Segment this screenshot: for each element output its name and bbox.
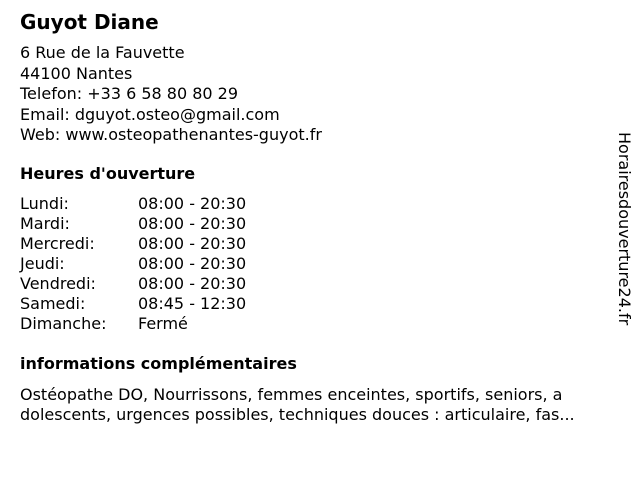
day-label: Samedi:: [20, 294, 86, 313]
day-label: Jeudi:: [20, 254, 65, 273]
day-label: Lundi:: [20, 194, 69, 213]
day-label: Dimanche:: [20, 314, 107, 333]
hours-row-mardi: [20, 214, 246, 234]
time-range: 08:00 - 20:30: [138, 274, 247, 293]
additional-info-heading: informations complémentaires: [20, 354, 297, 373]
phone-number: Telefon: +33 6 58 80 80 29: [20, 84, 239, 103]
hours-row-mercredi: [20, 234, 246, 254]
hours-row-lundi: [20, 194, 246, 214]
time-range: 08:00 - 20:30: [138, 214, 247, 233]
street-address: 6 Rue de la Fauvette: [20, 43, 185, 62]
description-line: Ostéopathe DO, Nourrissons, femmes enceintes, sportifs, seniors, a: [20, 385, 563, 404]
time-range: 08:00 - 20:30: [138, 234, 247, 253]
hours-row-jeudi: [20, 254, 246, 274]
time-range: 08:45 - 12:30: [138, 294, 247, 313]
day-label: Mercredi:: [20, 234, 95, 253]
time-range: 08:00 - 20:30: [138, 194, 247, 213]
website-url: Web: www.osteopathenantes-guyot.fr: [20, 125, 322, 144]
email-address: Email: dguyot.osteo@gmail.com: [20, 104, 280, 124]
day-label: Vendredi:: [20, 274, 96, 293]
business-name: Guyot Diane: [20, 10, 159, 34]
hours-row-samedi: [20, 294, 246, 314]
time-range: Fermé: [138, 314, 188, 333]
opening-hours-heading: Heures d'ouverture: [20, 164, 196, 183]
city-postcode: 44100 Nantes: [20, 63, 133, 83]
additional-info-text: [20, 385, 620, 425]
time-range: 08:00 - 20:30: [138, 254, 247, 273]
description-line: dolescents, urgences possibles, techniques douces : articulaire, fas...: [20, 405, 575, 424]
hours-row-dimanche: [20, 314, 246, 334]
contact-block: [20, 43, 322, 146]
opening-hours-table: [20, 194, 246, 334]
day-label: Mardi:: [20, 214, 70, 233]
site-watermark: Horairesdouverture24.fr: [615, 132, 634, 326]
hours-row-vendredi: [20, 274, 246, 294]
